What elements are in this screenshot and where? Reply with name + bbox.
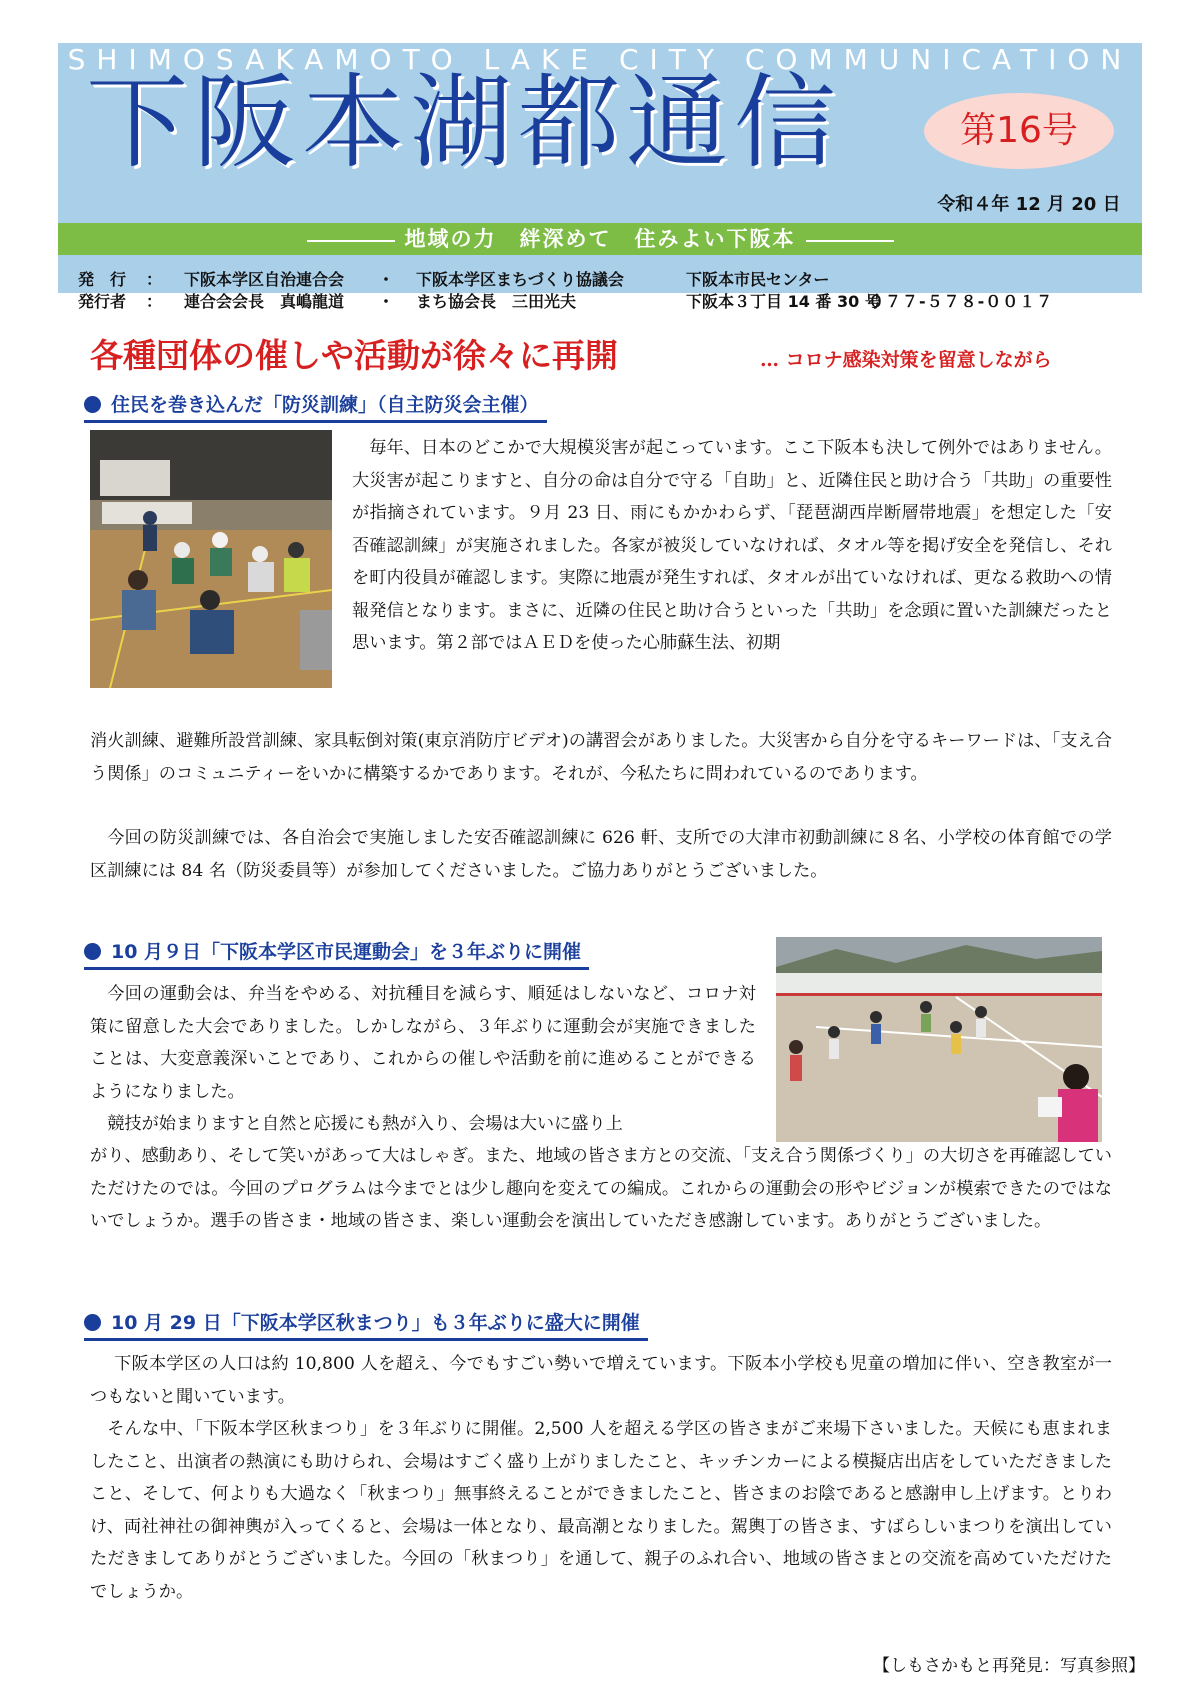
section2-heading-text: 10 月９日「下阪本学区市民運動会」を３年ぶりに開催 xyxy=(111,941,582,963)
slogan-rule-left xyxy=(307,240,395,242)
sports-field-image xyxy=(776,937,1102,1142)
section1-heading xyxy=(84,390,547,423)
section3-heading xyxy=(84,1308,648,1341)
section3-heading-text: 10 月 29 日「下阪本学区秋まつり」も３年ぶりに盛大に開催 xyxy=(111,1312,640,1334)
slogan-text: 地域の力 絆深めて 住みよい下阪本 xyxy=(404,226,796,251)
section1-paragraph-2: 今回の防災訓練では、各自治会で実施しました安否確認訓練に 626 軒、支所での大津市初動訓練に８名、小学校の体育館での学区訓練には 84 名（防災委員等）が参加してくださいました。ご協力ありがとうございました。 xyxy=(90,828,1112,881)
issuer-dot: ・ xyxy=(378,292,395,311)
center-address: 下阪本３丁目 14 番 30 号 xyxy=(686,292,881,311)
gymnasium-drill-image xyxy=(90,430,332,688)
issuer-row xyxy=(78,291,1138,313)
disaster-drill-photo xyxy=(90,430,332,688)
masthead xyxy=(58,43,1142,311)
section1-heading-text: 住民を巻き込んだ「防災訓練」（自主防災会主催） xyxy=(111,394,539,416)
issue-number-badge: 第16号 xyxy=(924,93,1114,169)
publisher-sep: ： xyxy=(146,270,163,289)
masthead-romaji: SHIMOSAKAMOTO LAKE CITY COMMUNICATION xyxy=(67,43,1133,76)
slogan-rule-right xyxy=(806,240,894,242)
issue-date: 令和４年 12 月 20 日 xyxy=(937,194,1121,215)
article-subheadline: … コロナ感染対策を留意しながら xyxy=(760,349,1052,371)
article-headline: 各種団体の催しや活動が徐々に再開 xyxy=(90,336,618,375)
issuer-person1: 連合会会長 真嶋龍道 xyxy=(184,292,345,311)
section3-paragraph-2: そんな中、「下阪本学区秋まつり」を３年ぶりに開催。2,500 人を超える学区の皆さまがご来場下さいました。天候にも恵まれましたこと、出演者の熱演にも助けられ、会場はすごく盛り上がりましたこと、キッチンカーによる模擬店出店をしていただきましたこと、そして、何よりも大過なく「秋まつり」無事終えることができましたこと、皆さまのお陰であると感謝申し上げます。とりわけ、両社神社の御神輿が入ってくると、会場は一体となり、最高潮となりました。駕輿丁の皆さま、すばらしいまつりを演出していただきましてありがとうございました。今回の「秋まつり」を通して、親子のふれ合い、地域の皆さまとの交流を高めていただけたでしょうか。 xyxy=(90,1419,1112,1602)
section2-paragraph-1: 今回の運動会は、弁当をやめる、対抗種目を減らす、順延はしないなど、コロナ対策に留意した大会でありました。しかしながら、３年ぶりに運動会が実施できましたことは、大変意義深いことであり、これからの催しや活動を前に進めることができるようになりました。 xyxy=(90,984,756,1102)
issuer-sep: ： xyxy=(146,292,163,311)
publisher-org1: 下阪本学区自治連合会 xyxy=(184,270,345,289)
section2-paragraph-2b: がり、感動あり、そして笑いがあって大はしゃぎ。また、地域の皆さま方との交流、「支え合う関係づくり」の大切さを再確認していただけたのでは。今回のプログラムは今までとは少し趣向を変えての編成。これからの運動会の形やビジョンが模索できたのではないでしょうか。選手の皆さま・地域の皆さま、楽しい運動会を演出していただき感謝しています。ありがとうございました。 xyxy=(90,1146,1112,1231)
publisher-row xyxy=(78,269,1138,291)
section2-heading xyxy=(84,937,589,970)
sports-day-photo xyxy=(776,937,1102,1142)
publisher-org2: 下阪本学区まちづくり協議会 xyxy=(416,270,624,289)
publisher-dot: ・ xyxy=(378,270,395,289)
issuer-label: 発行者 xyxy=(78,292,127,311)
newsletter-title: 下阪本湖都通信 xyxy=(86,64,842,183)
center-phone: ０７７-５７８-００１７ xyxy=(868,292,1054,311)
section1-paragraph-1: 毎年、日本のどこかで大規模災害が起こっています。ここ下阪本も決して例外ではありません。大災害が起こりますと、自分の命は自分で守る「自助」と、近隣住民と助け合う「共助」の重要性が指摘されています。９月 23 日、雨にもかかわらず、「琵琶湖西岸断層帯地震」を想定した「安否確認訓練」が実施されました。各家が被災していなければ、タオル等を掲げ安全を発信し、それを町内役員が確認します。実際に地震が発生すれば、タオルが出ていなければ、更なる救助への情報発信となります。まさに、近隣の住民と助け合うといった「共助」を念頭に置いた訓練だったと思います。第２部ではＡＥＤを使った心肺蘇生法、初期 xyxy=(352,438,1112,653)
bullet-icon xyxy=(84,1314,101,1331)
publisher-info xyxy=(78,269,1138,313)
bullet-icon xyxy=(84,943,101,960)
bullet-icon xyxy=(84,396,101,413)
photo-reference-note: 【しもさかもと再発見：写真参照】 xyxy=(873,1656,1145,1676)
issuer-person2: まち協会長 三田光夫 xyxy=(416,292,577,311)
slogan-band xyxy=(58,223,1142,255)
section3-paragraph-1: 下阪本学区の人口は約 10,800 人を超え、今でもすごい勢いで増えています。下阪本小学校も児童の増加に伴い、空き教室が一つもないと聞いています。 xyxy=(90,1354,1112,1407)
section2-paragraph-2a: 競技が始まりますと自然と応援にも熱が入り、会場は大いに盛り上 xyxy=(107,1114,623,1134)
section1-paragraph-1-continued: 消火訓練、避難所設営訓練、家具転倒対策(東京消防庁ビデオ)の講習会がありました。大災害から自分を守るキーワードは、「支え合う関係」のコミュニティーをいかに構築するかであります。それが、今私たちに問われているのであります。 xyxy=(90,731,1112,784)
publisher-center: 下阪本市民センター xyxy=(686,270,830,289)
slogan xyxy=(58,223,1142,255)
publisher-label: 発 行 xyxy=(78,270,127,289)
